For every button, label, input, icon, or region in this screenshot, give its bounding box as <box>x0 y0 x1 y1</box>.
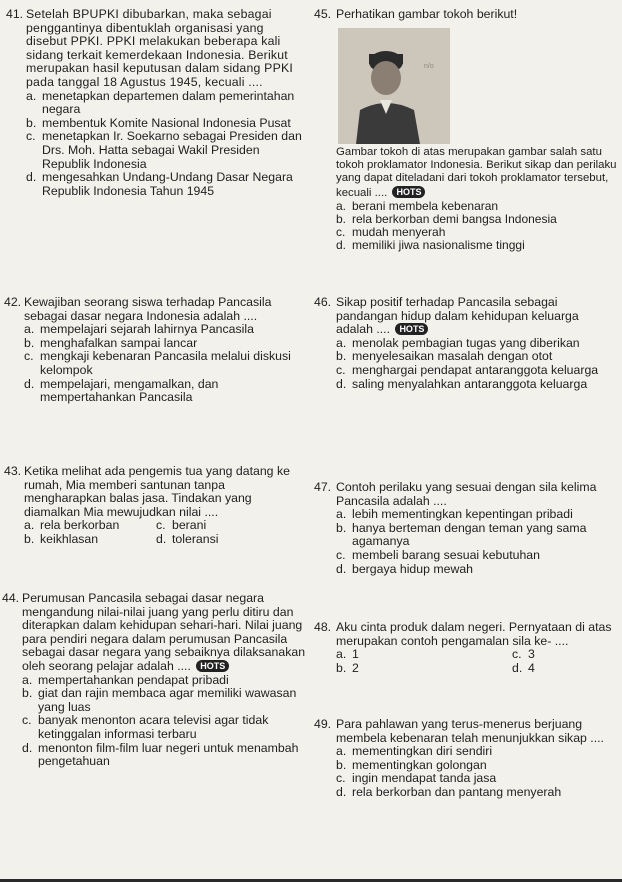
option-d[interactable]: d. toleransi <box>156 531 219 546</box>
option-d[interactable]: d. mempelajari, mengamalkan, dan mempertahankan Pancasila <box>24 376 219 405</box>
question-number: 46. <box>314 295 332 309</box>
question-stem: Perhatikan gambar tokoh berikut! <box>336 7 518 21</box>
question-43 <box>4 465 306 547</box>
option-d[interactable]: d. saling menyalahkan antaranggota keluarga <box>336 376 588 391</box>
option-d[interactable]: d. memiliki jiwa nasionalisme tinggi <box>336 238 525 253</box>
proklamator-portrait-image <box>338 28 450 144</box>
question-stem: Ketika melihat ada pengemis tua yang datang ke rumah, Mia memberi santunan tanpa mengharapkan balas jasa. Tindakan yang diamalkan Mia mewujudkan nilai .... <box>24 464 290 519</box>
option-b[interactable]: b. 2 <box>336 660 359 675</box>
question-44 <box>2 592 306 769</box>
question-48 <box>314 621 616 675</box>
question-49 <box>314 718 616 800</box>
option-a[interactable]: a. menetapkan departemen dalam pemerintahan negara <box>26 88 295 117</box>
option-a[interactable]: a. mempelajari sejarah lahirnya Pancasila <box>24 322 254 337</box>
option-b[interactable]: b. rela berkorban demi bangsa Indonesia <box>336 212 557 227</box>
hots-badge: HOTS <box>392 186 425 198</box>
question-number: 44. <box>2 591 20 605</box>
option-a[interactable]: a. mementingkan diri sendiri <box>336 744 493 759</box>
option-d[interactable]: d. bergaya hidup mewah <box>336 561 473 576</box>
option-b[interactable]: b. mementingkan golongan <box>336 757 487 772</box>
question-number: 48. <box>314 620 332 634</box>
question-caption: Gambar tokoh di atas merupakan gambar salah satu tokoh proklamator Indonesia. Berikut sikap dan perilaku yang dapat diteladani dari tokoh proklamator tersebut, kecuali .... HOTS <box>336 146 617 199</box>
option-b[interactable]: b. menghafalkan sampai lancar <box>24 335 198 350</box>
option-b[interactable]: b. giat dan rajin membaca agar memiliki wawasan yang luas <box>22 686 297 714</box>
option-d[interactable]: d. 4 <box>512 660 535 675</box>
question-number: 41. <box>6 7 24 21</box>
option-b[interactable]: b. menyelesaikan masalah dengan otot <box>336 349 553 364</box>
hots-badge: HOTS <box>196 660 229 672</box>
question-42 <box>4 296 306 405</box>
option-b[interactable]: b. keikhlasan <box>24 531 99 546</box>
option-c[interactable]: c. 3 <box>512 647 535 662</box>
option-a[interactable]: a. berani membela kebenaran <box>336 198 499 213</box>
question-stem: Kewajiban seorang siswa terhadap Pancasila sebagai dasar negara Indonesia adalah .... <box>24 295 272 323</box>
option-d[interactable]: d. mengesahkan Undang-Undang Dasar Negara Republik Indonesia Tahun 1945 <box>26 170 293 198</box>
option-c[interactable]: c. mudah menyerah <box>336 225 446 240</box>
question-stem: Para pahlawan yang terus-menerus berjuang membela kebenaran telah menunjukkan sikap .... <box>336 717 604 745</box>
question-stem: Setelah BPUPKI dibubarkan, maka sebagai penggantinya dibentuklah organisasi yang disebut PPKI. PPKI melakukan beberapa kali sidang terkait kemerdekaan Indonesia. Berikut merupakan hasil keputusan dalam sidang PPKI pada tanggal 18 Agustus 1945, kecuali .... <box>26 7 293 89</box>
question-stem: Perumusan Pancasila sebagai dasar negara mengandung nilai-nilai juang yang perlu ditiru dan diterapkan dalam kehidupan sehari-hari. Nilai juang para pendiri negara dalam perumusan Pancasila sebagai dasar negara yang sebaiknya dilaksanakan oleh seorang pelajar adalah .... HOTS <box>22 591 306 673</box>
option-a[interactable]: a. 1 <box>336 647 359 662</box>
question-number: 49. <box>314 717 332 731</box>
option-c[interactable]: c. banyak menonton acara televisi agar tidak ketinggalan informasi terbaru <box>22 713 269 741</box>
option-a[interactable]: a. menolak pembagian tugas yang diberikan <box>336 335 580 350</box>
question-41 <box>6 8 308 198</box>
question-number: 47. <box>314 480 332 494</box>
option-b[interactable]: b. hanya berteman dengan teman yang sama agamanya <box>336 520 587 549</box>
question-stem: Aku cinta produk dalam negeri. Pernyataan di atas merupakan contoh pengamalan sila ke- .... <box>336 620 612 648</box>
question-stem: Sikap positif terhadap Pancasila sebagai pandangan hidup dalam kehidupan keluarga adalah .... HOTS <box>336 295 579 337</box>
option-b[interactable]: b. membentuk Komite Nasional Indonesia Pusat <box>26 115 291 130</box>
question-47 <box>314 481 616 576</box>
question-45 <box>314 8 616 22</box>
question-46 <box>314 296 616 391</box>
option-c[interactable]: c. menghargai pendapat antaranggota keluarga <box>336 362 599 377</box>
page-bottom-edge <box>0 872 622 882</box>
option-c[interactable]: c. menetapkan Ir. Soekarno sebagai Presiden dan Drs. Moh. Hatta sebagai Wakil Presiden Republik Indonesia <box>26 129 302 171</box>
option-a[interactable]: a. lebih mementingkan kepentingan pribadi <box>336 507 573 522</box>
portrait-figure-icon <box>338 28 450 144</box>
option-a[interactable]: a. mempertahankan pendapat pribadi <box>22 672 229 687</box>
option-d[interactable]: d. menonton film-film luar negeri untuk menambah pengetahuan <box>22 740 299 769</box>
option-c[interactable]: c. mengkaji kebenaran Pancasila melalui diskusi kelompok <box>24 349 291 377</box>
option-d[interactable]: d. rela berkorban dan pantang menyerah <box>336 784 562 799</box>
hots-badge: HOTS <box>395 323 428 335</box>
question-45-body <box>336 146 620 253</box>
option-a[interactable]: a. rela berkorban <box>24 518 120 533</box>
option-c[interactable]: c. membeli barang sesuai kebutuhan <box>336 547 540 562</box>
option-c[interactable]: c. ingin mendapat tanda jasa <box>336 771 497 786</box>
question-stem: Contoh perilaku yang sesuai dengan sila kelima Pancasila adalah .... <box>336 480 597 508</box>
question-number: 43. <box>4 464 22 478</box>
question-number: 42. <box>4 295 22 309</box>
option-c[interactable]: c. berani <box>156 518 207 533</box>
svg-text:n/o: n/o <box>424 63 434 70</box>
question-number: 45. <box>314 7 332 21</box>
